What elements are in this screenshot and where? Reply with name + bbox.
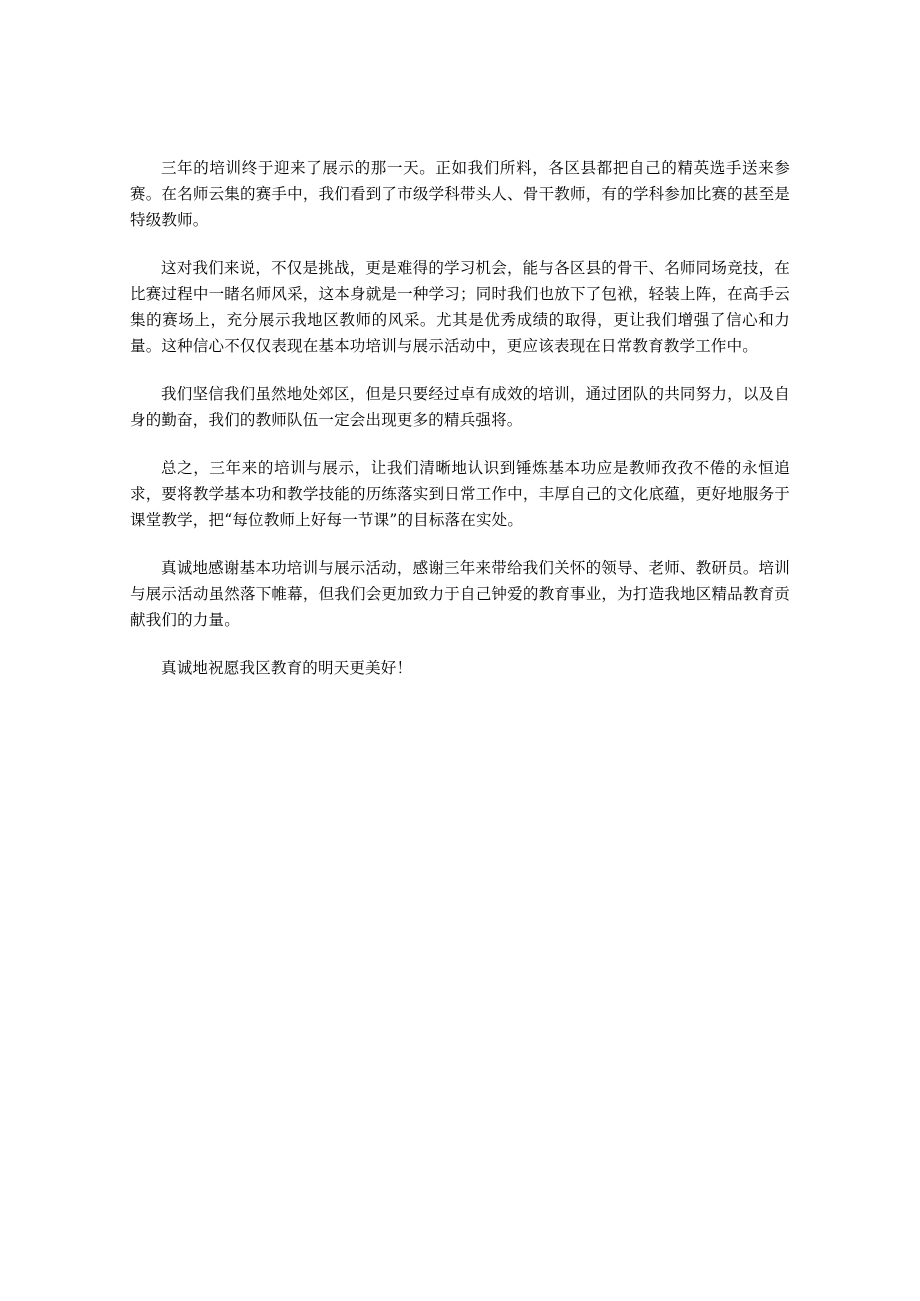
paragraph-3: 我们坚信我们虽然地处郊区，但是只要经过卓有成效的培训，通过团队的共同努力，以及自身的勤奋，我们的教师队伍一定会出现更多的精兵强将。 (130, 385, 790, 429)
paragraph-1: 三年的培训终于迎来了展示的那一天。正如我们所料，各区县都把自己的精英选手送来参赛。在名师云集的赛手中，我们看到了市级学科带头人、骨干教师，有的学科参加比赛的甚至是特级教师。 (130, 159, 790, 229)
paragraph-2: 这对我们来说，不仅是挑战，更是难得的学习机会，能与各区县的骨干、名师同场竞技，在比赛过程中一睹名师风采，这本身就是一种学习；同时我们也放下了包袱，轻装上阵，在高手云集的赛场上，充分展示我地区教师的风采。尤其是优秀成绩的取得，更让我们增强了信心和力量。这种信心不仅仅表现在基本功培训与展示活动中，更应该表现在日常教育教学工作中。 (130, 259, 790, 355)
paragraph-6: 真诚地祝愿我区教育的明天更美好！ (161, 659, 413, 677)
document-body (130, 155, 790, 703)
paragraph-4: 总之，三年来的培训与展示，让我们清晰地认识到锤炼基本功应是教师孜孜不倦的永恒追求，要将教学基本功和教学技能的历练落实到日常工作中，丰厚自己的文化底蕴，更好地服务于课堂教学，把“每位教师上好每一节课”的目标落在实处。 (130, 459, 790, 529)
paragraph-5: 真诚地感谢基本功培训与展示活动，感谢三年来带给我们关怀的领导、老师、教研员。培训与展示活动虽然落下帷幕，但我们会更加致力于自己钟爱的教育事业，为打造我地区精品教育贡献我们的力量。 (130, 559, 790, 629)
